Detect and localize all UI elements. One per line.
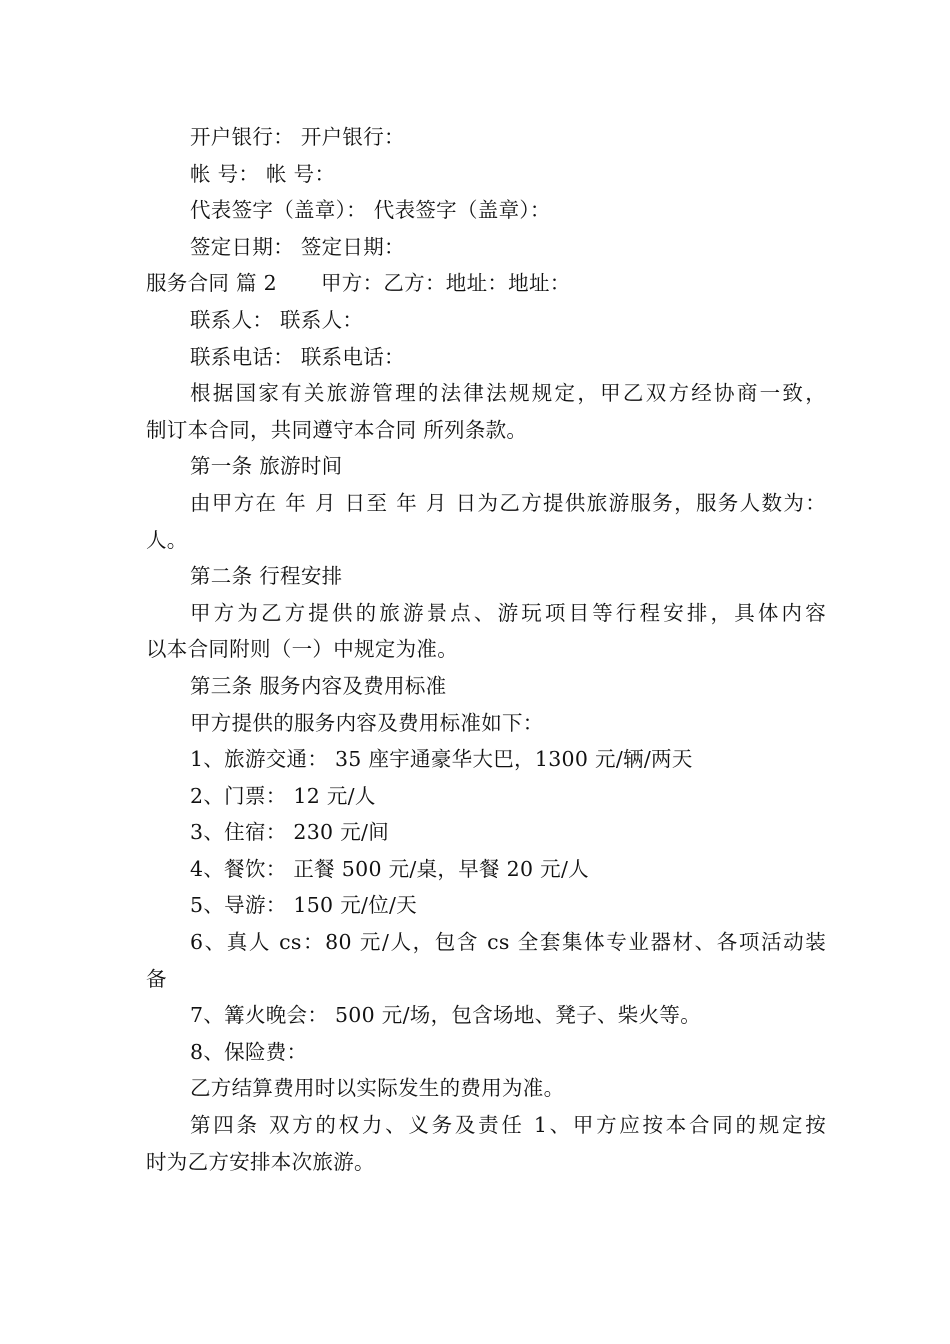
article-3-intro: 甲方提供的服务内容及费用标准如下： xyxy=(190,710,544,735)
article-3-heading: 第三条 服务内容及费用标准 xyxy=(190,673,447,698)
fee-item-lodging: 3、住宿： 230 元/间 xyxy=(190,820,390,845)
fee-item-transport: 1、旅游交通： 35 座宇通豪华大巴，1300 元/辆/两天 xyxy=(190,747,693,772)
contact-person-line: 联系人： 联系人： xyxy=(190,307,364,332)
signature-line: 代表签字（盖章）： 代表签字（盖章）： xyxy=(190,198,551,223)
settlement-line: 乙方结算费用时以实际发生的费用为准。 xyxy=(190,1076,565,1101)
fee-item-meals: 4、餐饮： 正餐 500 元/桌，早餐 20 元/人 xyxy=(190,856,589,881)
article-2-heading: 第二条 行程安排 xyxy=(190,564,343,589)
article-2-text-1: 甲方为乙方提供的旅游景点、游玩项目等行程安排，具体内容 xyxy=(190,600,826,625)
article-4-text-2: 时为乙方安排本次旅游。 xyxy=(146,1149,375,1174)
fee-item-cs-1: 6、真人 cs：80 元/人，包含 cs 全套集体专业器材、各项活动装 xyxy=(190,930,826,955)
sign-date-line: 签定日期： 签定日期： xyxy=(190,234,405,259)
document-body xyxy=(146,119,826,1180)
fee-item-guide: 5、导游： 150 元/位/天 xyxy=(190,893,418,918)
article-2-text-2: 以本合同附则（一）中规定为准。 xyxy=(146,637,458,662)
contract-heading-line xyxy=(146,265,826,302)
article-1-text-2: 人。 xyxy=(146,527,188,552)
preamble-line-2: 制订本合同，共同遵守本合同 所列条款。 xyxy=(146,417,528,442)
fee-item-bonfire: 7、篝火晚会： 500 元/场，包含场地、凳子、柴火等。 xyxy=(190,1003,702,1028)
fee-item-cs-2: 备 xyxy=(146,966,167,991)
article-1-heading: 第一条 旅游时间 xyxy=(190,454,343,479)
parties-address-text: 甲方：乙方：地址：地址： xyxy=(320,271,571,296)
article-4-text-1: 第四条 双方的权力、义务及责任 1、甲方应按本合同的规定按 xyxy=(190,1113,826,1138)
account-line: 帐 号： 帐 号： xyxy=(190,161,336,186)
contact-phone-line: 联系电话： 联系电话： xyxy=(190,344,405,369)
article-1-text-1: 由甲方在 年 月 日至 年 月 日为乙方提供旅游服务，服务人数为： xyxy=(190,490,826,515)
preamble-line-1: 根据国家有关旅游管理的法律法规规定，甲乙双方经协商一致， xyxy=(190,381,826,406)
fee-item-insurance: 8、保险费： xyxy=(190,1039,308,1064)
bank-line: 开户银行： 开户银行： xyxy=(190,125,405,149)
contract-title: 服务合同 篇 2 xyxy=(146,271,277,296)
fee-item-tickets: 2、门票： 12 元/人 xyxy=(190,783,376,808)
